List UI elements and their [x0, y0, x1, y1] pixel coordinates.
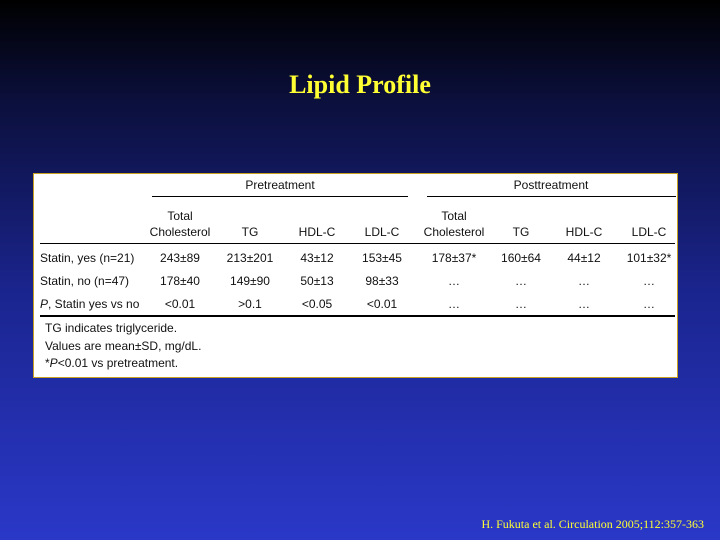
- bottom-rule: [40, 315, 675, 317]
- col-header-total-cholesterol-post: Total Cholesterol: [423, 209, 485, 239]
- pretreatment-underline: [152, 196, 408, 197]
- footnote-significance: [45, 355, 201, 373]
- footnote-p-italic: P: [49, 356, 58, 370]
- table-footnotes: [45, 320, 201, 373]
- footnote-tg: TG indicates triglyceride.: [45, 321, 178, 335]
- group-header-pretreatment: Pretreatment: [245, 178, 315, 192]
- cell: 178±40: [160, 274, 200, 288]
- col-header-hdl-post: HDL-C: [565, 225, 603, 239]
- citation: H. Fukuta et al. Circulation 2005;112:357-363: [481, 517, 704, 531]
- slide-title: Lipid Profile: [289, 70, 431, 99]
- group-header-posttreatment: Posttreatment: [513, 178, 589, 192]
- cell: <0.01: [164, 297, 196, 311]
- cell: …: [515, 274, 527, 288]
- p-italic: P: [40, 297, 49, 311]
- cell: …: [643, 297, 655, 311]
- posttreatment-underline: [427, 196, 676, 197]
- cell: 178±37*: [431, 251, 477, 265]
- cell: <0.01: [366, 297, 398, 311]
- col-header-ldl-post: LDL-C: [631, 225, 667, 239]
- cell: …: [578, 274, 590, 288]
- cell: 160±64: [501, 251, 541, 265]
- cell: 98±33: [365, 274, 399, 288]
- col-header-ldl-pre: LDL-C: [364, 225, 400, 239]
- cell: 243±89: [160, 251, 200, 265]
- row-label: Statin, no (n=47): [40, 274, 130, 288]
- cell: >0.1: [238, 297, 262, 311]
- cell: …: [448, 297, 460, 311]
- cell: 101±32*: [626, 251, 672, 265]
- cell: 44±12: [567, 251, 601, 265]
- cell: <0.05: [301, 297, 333, 311]
- lipid-table: [34, 174, 677, 377]
- cell: …: [578, 297, 590, 311]
- row-label: [40, 297, 139, 311]
- col-header-total-cholesterol-pre: Total Cholesterol: [149, 209, 211, 239]
- cell: 43±12: [300, 251, 334, 265]
- cell: 149±90: [230, 274, 270, 288]
- row-label: Statin, yes (n=21): [40, 251, 135, 265]
- col-header-tg-post: TG: [512, 225, 530, 239]
- cell: 153±45: [362, 251, 402, 265]
- footnote-rest: <0.01 vs pretreatment.: [57, 356, 179, 370]
- cell: …: [448, 274, 460, 288]
- row-label-rest: , Statin yes vs no: [48, 297, 140, 311]
- cell: …: [643, 274, 655, 288]
- footnote-asterisk: *: [45, 356, 50, 370]
- cell: …: [515, 297, 527, 311]
- footnote-values: Values are mean±SD, mg/dL.: [45, 338, 202, 353]
- cell: 213±201: [226, 251, 274, 265]
- col-header-tg-pre: TG: [241, 225, 259, 239]
- header-rule: [40, 243, 675, 244]
- col-header-hdl-pre: HDL-C: [298, 225, 336, 239]
- cell: 50±13: [300, 274, 334, 288]
- lipid-table-panel: [33, 173, 678, 378]
